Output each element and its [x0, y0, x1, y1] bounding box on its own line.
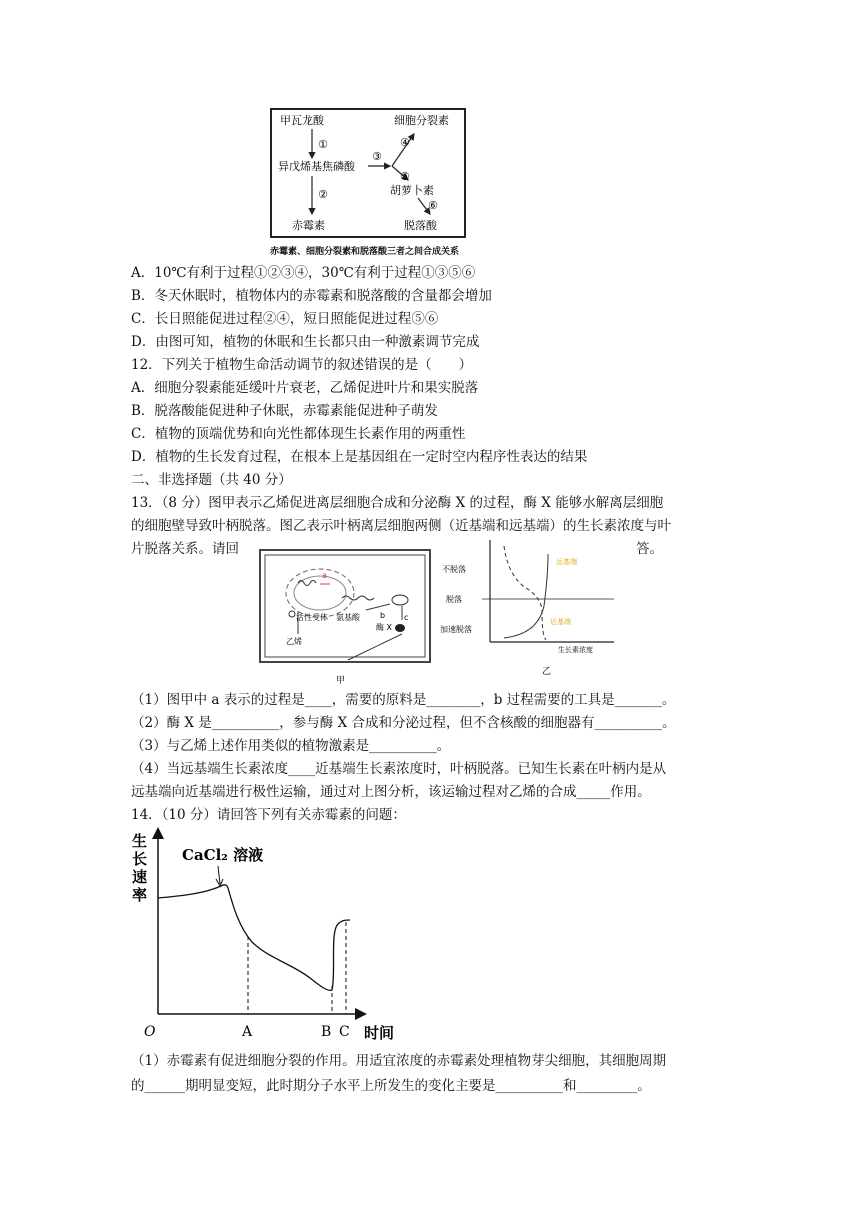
ylabel-char-2: 长 [132, 850, 148, 868]
label-circle-6: ⑥ [428, 199, 438, 212]
figure-jia [258, 548, 438, 688]
q12-option-a: A．细胞分裂素能延缓叶片衰老，乙烯促进叶片和果实脱落 [131, 380, 479, 396]
q11-option-d: D．由图可知，植物的休眠和生长都只由一种激素调节完成 [131, 334, 480, 350]
label-near-end: 近基端 [550, 618, 571, 626]
q14-sub1-line1: （1）赤霉素有促进细胞分裂的作用。用适宜浓度的赤霉素处理植物芽尖细胞，其细胞周期 [131, 1053, 667, 1069]
label-ethylene: 乙烯 [286, 637, 302, 646]
x-tick-a: A [242, 1024, 253, 1040]
label-far-end: 远基端 [556, 558, 577, 566]
x-tick-b: B [321, 1024, 332, 1040]
q13-stem-line2: 的细胞壁导致叶柄脱落。图乙表示叶柄离层细胞两侧（近基端和远基端）的生长素浓度与叶 [131, 518, 671, 534]
q13-stem-line3: 片脱落关系。请回 [131, 541, 239, 557]
growth-rate-curve [158, 885, 350, 991]
origin-label: O [144, 1024, 156, 1040]
cacl2-annotation: CaCl₂ 溶液 [182, 846, 264, 864]
ylabel-char-1: 生 [132, 832, 148, 850]
label-no-abscission: 不脱落 [442, 565, 466, 574]
q14-sub1-line2: 的______期明显变短，此时期分子水平上所发生的变化主要是__________和_________。 [131, 1078, 651, 1094]
q14-stem: 14．（10 分）请回答下列有关赤霉素的问题： [131, 807, 406, 823]
figure-yi [438, 536, 618, 676]
synthesis-diagram-caption: 赤霉素、细胞分裂素和脱落酸三者之间合成关系 [270, 247, 460, 257]
node-aba: 脱落酸 [404, 219, 437, 232]
q13-sub1: （1）图甲中 a 表示的过程是____，需要的原料是________，b 过程需要的工具是_______。 [131, 692, 676, 708]
x-tick-c: C [339, 1024, 350, 1040]
q13-sub4-line1: （4）当远基端生长素浓度____近基端生长素浓度时，叶柄脱落。已知生长素在叶柄内是从 [131, 761, 667, 777]
q12-option-d: D．植物的生长发育过程，在根本上是基因组在一定时空内程序性表达的结果 [131, 449, 588, 465]
q13-stem-line3-end: 答。 [636, 541, 663, 557]
node-gibberellin: 赤霉素 [292, 219, 325, 232]
growth-rate-chart [128, 826, 428, 1046]
q13-sub2: （2）酶 X 是__________，参与酶 X 合成和分泌过程，但不含核酸的细胞器有__________。 [131, 715, 676, 731]
label-auxin-concentration: 生长素浓度 [558, 646, 593, 654]
caption-jia: 甲 [336, 676, 346, 686]
label-circle-2: ② [318, 188, 328, 201]
label-receptor: 活性受体 [296, 613, 328, 622]
q11-option-c: C．长日照能促进过程②④，短日照能促进过程⑤⑥ [131, 311, 439, 327]
label-b: b [380, 611, 386, 620]
label-circle-3: ③ [372, 150, 382, 163]
ylabel-char-4: 率 [132, 886, 148, 904]
label-accelerated-abscission: 加速脱落 [440, 625, 472, 634]
q13-sub4-line2: 远基端向近基端进行极性运输，通过对上图分析，该运输过程对乙烯的合成_____作用。 [131, 784, 651, 800]
label-circle-4: ④ [400, 136, 410, 149]
synthesis-diagram [270, 108, 466, 238]
caption-yi: 乙 [542, 667, 552, 676]
label-circle-5: ⑤ [400, 170, 410, 183]
q13-stem-line1: 13．（8 分）图甲表示乙烯促进离层细胞合成和分泌酶 X 的过程，酶 X 能够水解离层细胞 [131, 495, 664, 511]
node-jiawalong: 甲瓦龙酸 [280, 114, 324, 127]
label-circle-1: ① [318, 138, 328, 151]
node-carotene: 胡萝卜素 [390, 184, 434, 197]
label-abscission: 脱落 [446, 595, 462, 604]
q11-option-b: B．冬天休眠时，植物体内的赤霉素和脱落酸的含量都会增加 [131, 288, 492, 304]
ylabel-char-3: 速 [132, 868, 148, 886]
x-axis-label: 时间 [364, 1024, 395, 1042]
q11-option-a: A．10℃有利于过程①②③④，30℃有利于过程①③⑤⑥ [131, 265, 476, 281]
label-c: c [404, 613, 409, 622]
q13-sub3: （3）与乙烯上述作用类似的植物激素是__________。 [131, 738, 451, 754]
q12-option-c: C．植物的顶端优势和向光性都体现生长素作用的两重性 [131, 426, 466, 442]
node-cytokinin: 细胞分裂素 [394, 114, 449, 127]
label-enzyme-x: 酶 X [376, 623, 393, 632]
section-heading: 二、非选择题（共 40 分） [131, 472, 292, 488]
q12-option-b: B．脱落酸能促进种子休眠，赤霉素能促进种子萌发 [131, 403, 438, 419]
q12-stem: 12．下列关于植物生命活动调节的叙述错误的是（ ） [131, 357, 473, 373]
label-amino-acid: 氨基酸 [336, 613, 360, 622]
node-ipp: 异戊烯基焦磷酸 [278, 160, 355, 173]
label-a: a [322, 571, 327, 580]
